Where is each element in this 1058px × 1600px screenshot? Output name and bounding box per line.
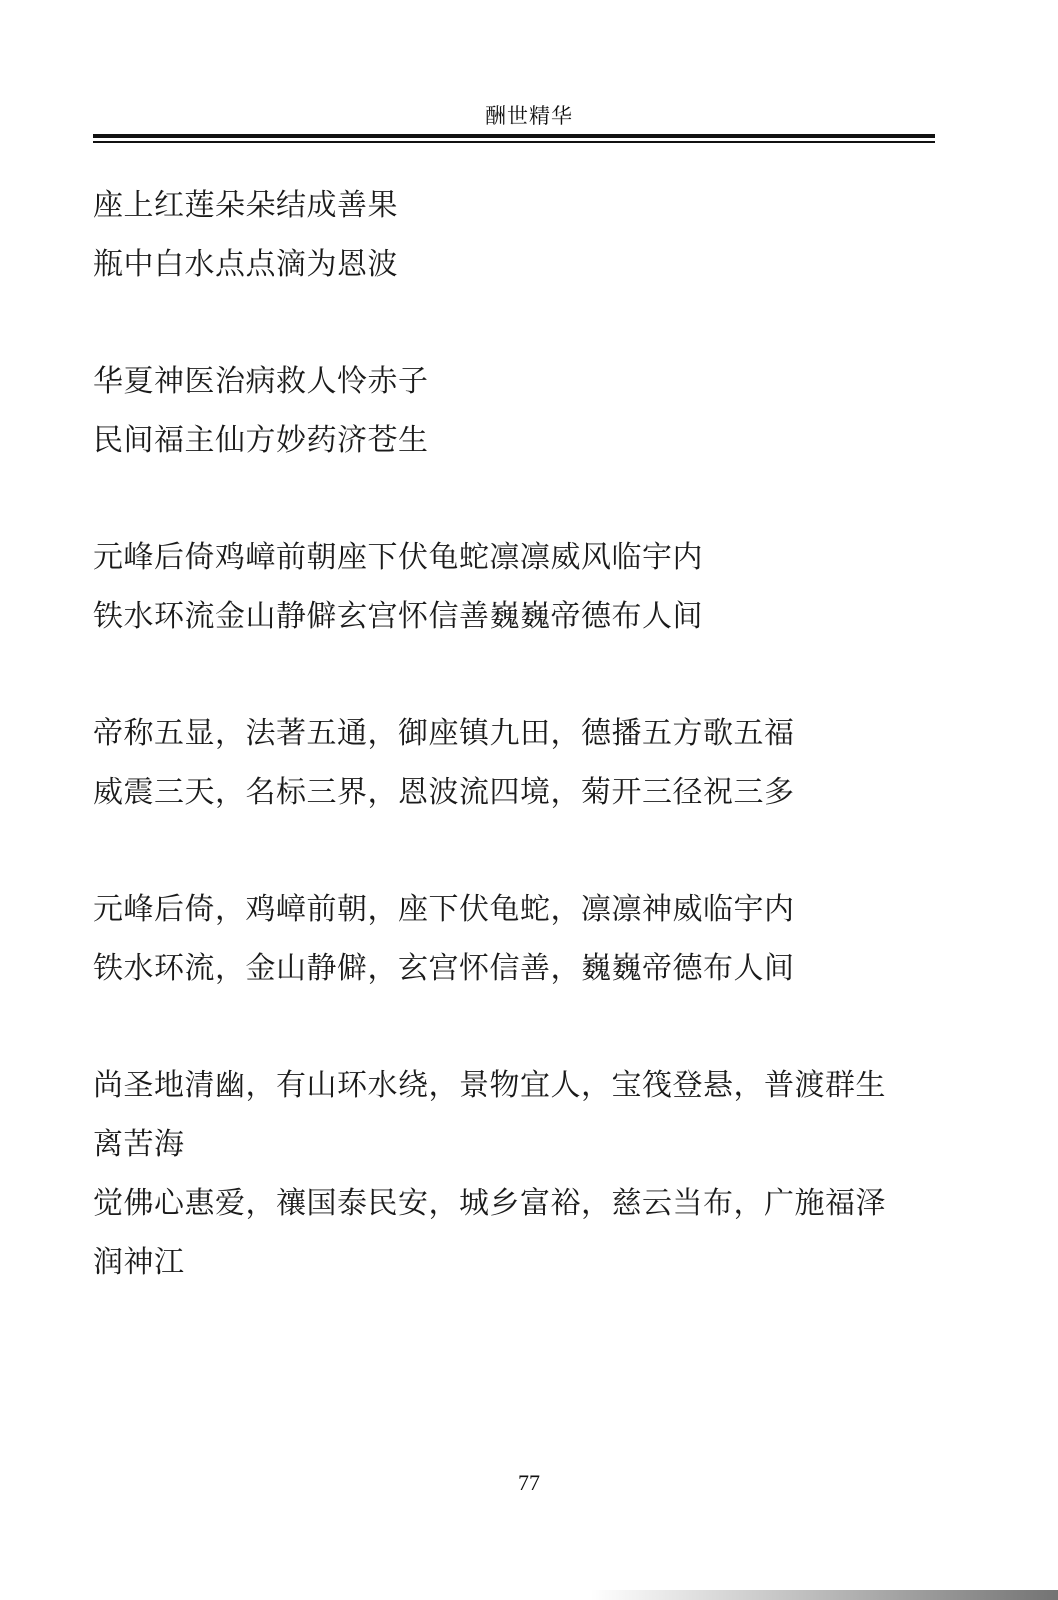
couplet-5 bbox=[93, 880, 935, 998]
couplet-2 bbox=[93, 352, 935, 470]
scan-edge-shadow bbox=[590, 1590, 1058, 1600]
couplet-line: 座上红莲朵朵结成善果 bbox=[93, 188, 398, 223]
couplet-line: 民间福主仙方妙药济苍生 bbox=[93, 423, 429, 458]
couplet-line: 尚圣地清幽，有山环水绕，景物宜人，宝筏登悬，普渡群生 bbox=[93, 1068, 886, 1103]
header-rule-thin bbox=[93, 141, 935, 143]
couplet-3 bbox=[93, 528, 935, 646]
couplet-line: 润神江 bbox=[93, 1245, 185, 1280]
header-rule-thick bbox=[93, 134, 935, 138]
couplet-line: 元峰后倚鸡嶂前朝座下伏龟蛇凛凛威风临宇内 bbox=[93, 540, 703, 575]
couplet-line: 帝称五显，法著五通，御座镇九田，德播五方歌五福 bbox=[93, 716, 795, 751]
couplet-line: 元峰后倚，鸡嶂前朝，座下伏龟蛇，凛凛神威临宇内 bbox=[93, 892, 795, 927]
couplet-line: 觉佛心惠爱，禳国泰民安，城乡富裕，慈云当布，广施福泽 bbox=[93, 1186, 886, 1221]
couplet-body bbox=[93, 176, 935, 1350]
couplet-6 bbox=[93, 1056, 935, 1292]
couplet-line: 威震三天，名标三界，恩波流四境，菊开三径祝三多 bbox=[93, 775, 795, 810]
couplet-line: 华夏神医治病救人怜赤子 bbox=[93, 364, 429, 399]
couplet-line: 瓶中白水点点滴为恩波 bbox=[93, 247, 398, 282]
couplet-1 bbox=[93, 176, 935, 294]
couplet-line: 铁水环流金山静僻玄宫怀信善巍巍帝德布人间 bbox=[93, 599, 703, 634]
couplet-line: 离苦海 bbox=[93, 1127, 185, 1162]
running-title: 酬世精华 bbox=[485, 104, 573, 128]
page-number: 77 bbox=[518, 1470, 540, 1495]
couplet-4 bbox=[93, 704, 935, 822]
couplet-line: 铁水环流，金山静僻，玄宫怀信善，巍巍帝德布人间 bbox=[93, 951, 795, 986]
